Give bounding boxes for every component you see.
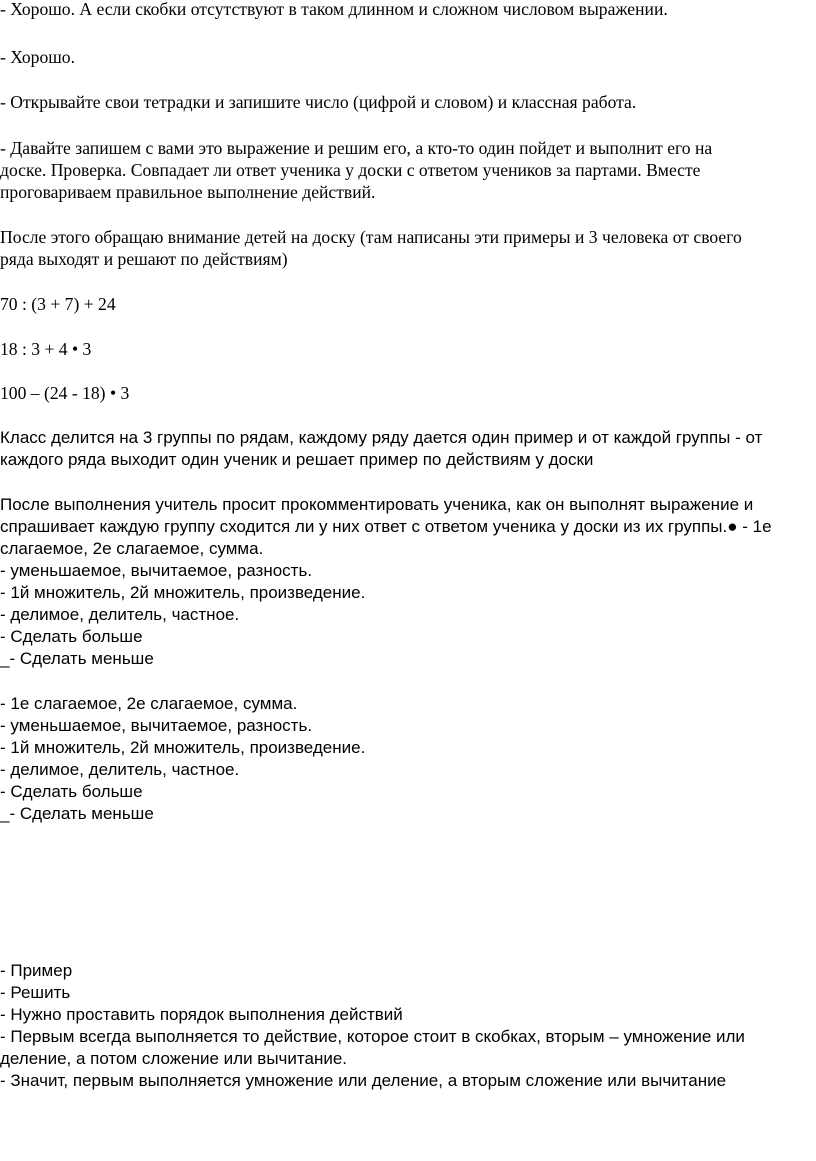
list-item: _- Сделать меньше xyxy=(0,649,154,668)
math-expression: 70 : (3 + 7) + 24 xyxy=(0,294,116,314)
list-item: _- Сделать меньше xyxy=(0,804,154,823)
list-item: - Сделать больше xyxy=(0,782,143,801)
text-line: - Хорошо. xyxy=(0,47,75,67)
text-line: После этого обращаю внимание детей на доску (там написаны эти примеры и 3 человека от своего xyxy=(0,227,742,247)
list-item: - Пример xyxy=(0,961,73,980)
text-line: деление, а потом сложение или вычитание. xyxy=(0,1049,348,1068)
text-line: Класс делится на 3 группы по рядам, каждому ряду дается один пример и от каждой группы - от xyxy=(0,428,763,447)
list-item: - Решить xyxy=(0,983,71,1002)
list-item: - Нужно проставить порядок выполнения действий xyxy=(0,1005,403,1024)
list-item: - делимое, делитель, частное. xyxy=(0,605,240,624)
list-item: - Сделать больше xyxy=(0,627,143,646)
text-line: - Хорошо. А если скобки отсутствуют в таком длинном и сложном числовом выражении. xyxy=(0,0,668,19)
text-line: ряда выходят и решают по действиям) xyxy=(0,249,288,269)
text-line: спрашивает каждую группу сходится ли у них ответ с ответом ученика у доски из их группы.● - 1е xyxy=(0,517,772,536)
list-item: - Значит, первым выполняется умножение или деление, а вторым сложение или вычитание xyxy=(0,1071,727,1090)
list-item: - уменьшаемое, вычитаемое, разность. xyxy=(0,716,313,735)
text-line: - Открывайте свои тетрадки и запишите число (цифрой и словом) и классная работа. xyxy=(0,92,637,112)
list-item: - Первым всегда выполняется то действие, которое стоит в скобках, вторым – умножение или xyxy=(0,1027,745,1046)
text-line: доске. Проверка. Совпадает ли ответ ученика у доски с ответом учеников за партами. Вместе xyxy=(0,160,701,180)
math-expression: 18 : 3 + 4 • 3 xyxy=(0,339,92,359)
text-line: - Давайте запишем с вами это выражение и решим его, а кто-то один пойдет и выполнит его на xyxy=(0,138,713,158)
text-line: каждого ряда выходит один ученик и решает пример по действиям у доски xyxy=(0,450,594,469)
list-item: - 1й множитель, 2й множитель, произведение. xyxy=(0,738,366,757)
math-expression: 100 – (24 - 18) • 3 xyxy=(0,383,130,403)
text-line: слагаемое, 2е слагаемое, сумма. xyxy=(0,539,264,558)
list-item: - делимое, делитель, частное. xyxy=(0,760,240,779)
list-item: - 1й множитель, 2й множитель, произведение. xyxy=(0,583,366,602)
text-line: После выполнения учитель просит прокомментировать ученика, как он выполнят выражение и xyxy=(0,495,754,514)
list-item: - 1е слагаемое, 2е слагаемое, сумма. xyxy=(0,694,298,713)
text-line: проговариваем правильное выполнение действий. xyxy=(0,182,376,202)
list-item: - уменьшаемое, вычитаемое, разность. xyxy=(0,561,313,580)
